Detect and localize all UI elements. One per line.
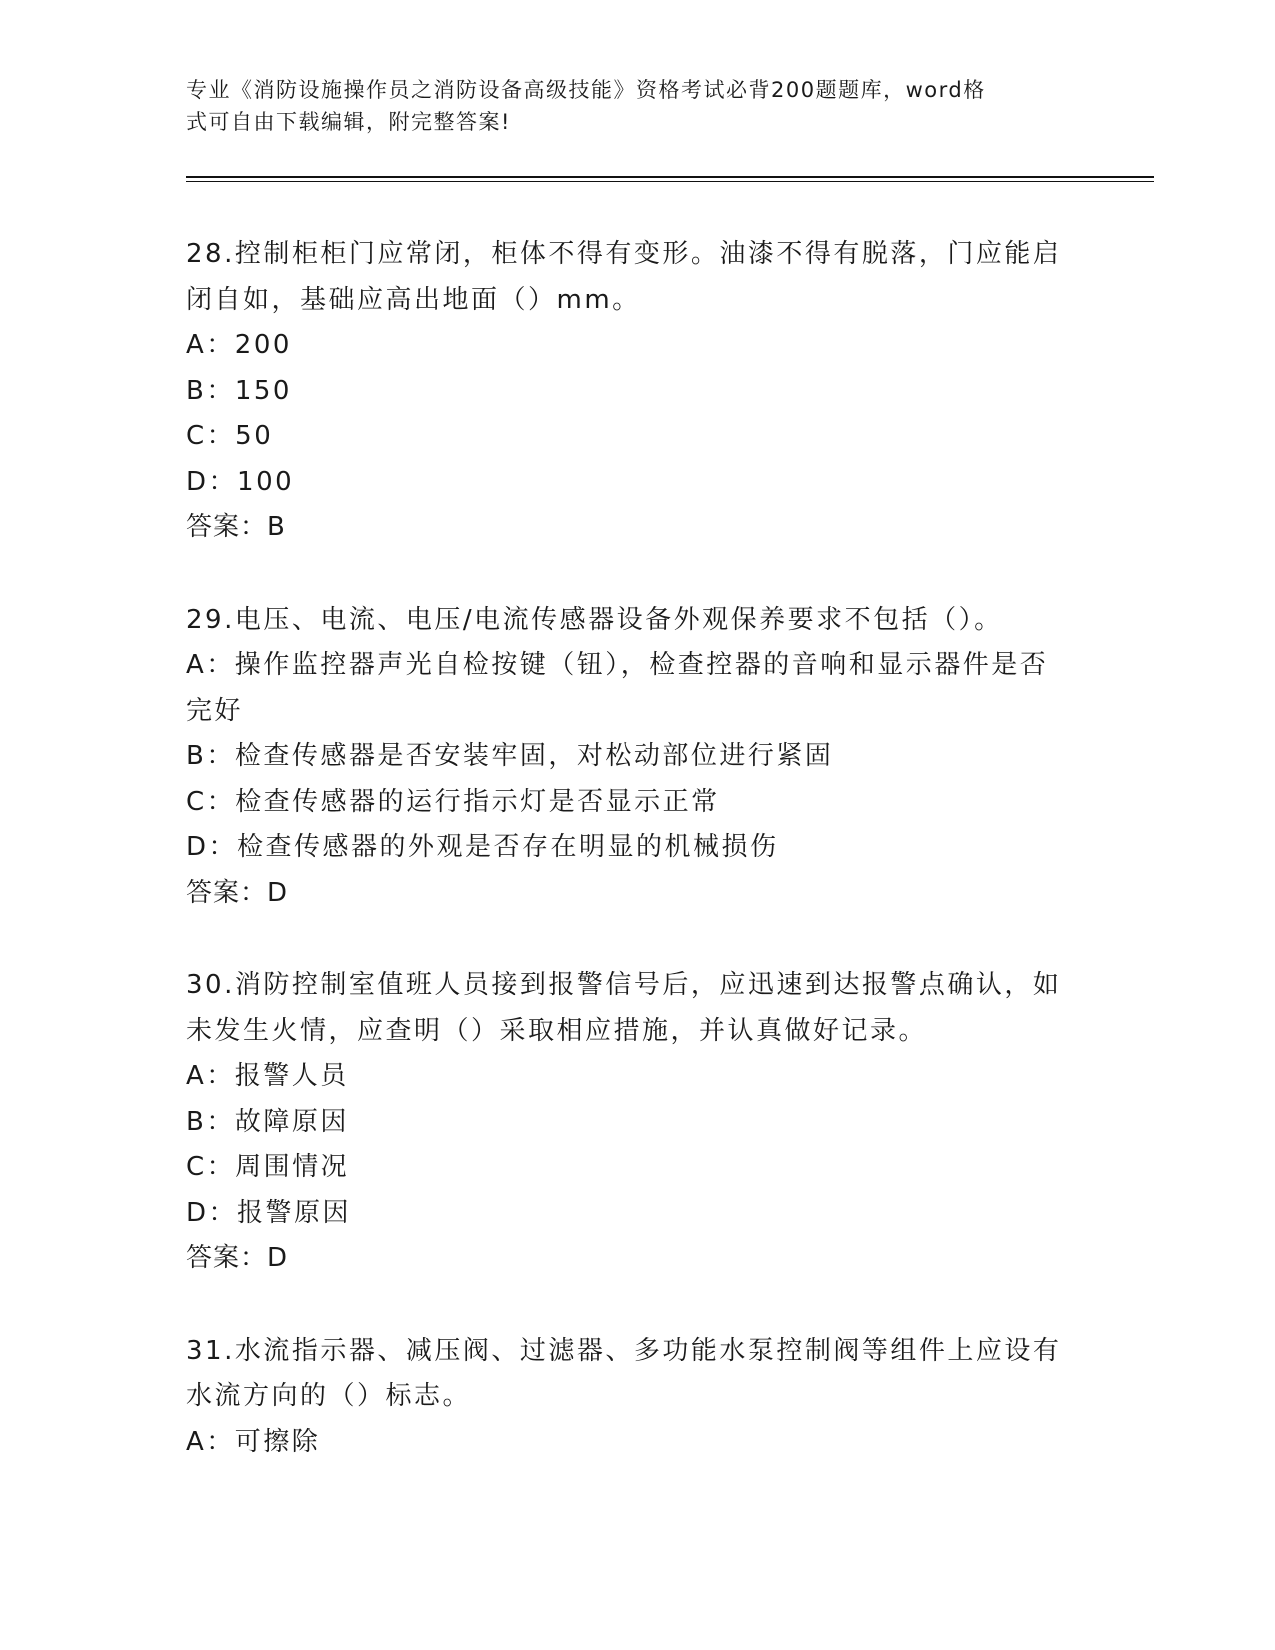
question-stem-line: 30.消防控制室值班人员接到报警信号后，应迅速到达报警点确认，如 bbox=[186, 970, 1062, 1000]
question-stem-line: 未发生火情，应查明（）采取相应措施，并认真做好记录。 bbox=[186, 1015, 928, 1046]
option-a: A：200 bbox=[186, 330, 292, 360]
question-stem-line: 水流方向的（）标志。 bbox=[186, 1381, 472, 1411]
option-c: C：检查传感器的运行指示灯是否显示正常 bbox=[186, 786, 720, 817]
option-d: D：检查传感器的外观是否存在明显的机械损伤 bbox=[186, 832, 779, 862]
question-28 bbox=[186, 232, 1086, 551]
option-a: A：可擦除 bbox=[186, 1426, 321, 1457]
question-29 bbox=[186, 598, 1086, 917]
option-a-continuation: 完好 bbox=[186, 695, 244, 726]
question-30 bbox=[186, 963, 1086, 1282]
answer-line: 答案：B bbox=[186, 512, 286, 542]
option-b: B：检查传感器是否安装牢固，对松动部位进行紧固 bbox=[186, 741, 834, 771]
header-title-line-2: 式可自由下载编辑，附完整答案! bbox=[186, 110, 511, 134]
answer-line: 答案：D bbox=[186, 1243, 289, 1273]
option-c: C：50 bbox=[186, 421, 274, 451]
answer-line: 答案：D bbox=[186, 877, 289, 908]
header-divider-thick bbox=[186, 176, 1154, 178]
question-stem-line: 31.水流指示器、减压阀、过滤器、多功能水泵控制阀等组件上应设有 bbox=[186, 1335, 1062, 1366]
option-a: A：操作监控器声光自检按键（钮），检查控器的音响和显示器件是否 bbox=[186, 650, 1049, 680]
option-c: C：周围情况 bbox=[186, 1152, 350, 1182]
header-title-line-1: 专业《消防设施操作员之消防设备高级技能》资格考试必背200题题库，word格 bbox=[186, 78, 986, 102]
question-31 bbox=[186, 1329, 1086, 1466]
header-divider-thin bbox=[186, 181, 1154, 182]
option-a: A：报警人员 bbox=[186, 1061, 349, 1091]
option-d: D：报警原因 bbox=[186, 1197, 352, 1228]
question-stem-line: 闭自如，基础应高出地面（）mm。 bbox=[186, 284, 641, 315]
option-d: D：100 bbox=[186, 466, 295, 497]
question-stem-line: 28.控制柜柜门应常闭，柜体不得有变形。油漆不得有脱落，门应能启 bbox=[186, 239, 1062, 269]
option-b: B：故障原因 bbox=[186, 1106, 349, 1137]
question-stem-line: 29.电压、电流、电压/电流传感器设备外观保养要求不包括（）。 bbox=[186, 604, 1003, 635]
document-header bbox=[186, 74, 1086, 138]
option-b: B：150 bbox=[186, 375, 292, 406]
question-list bbox=[186, 232, 1086, 1512]
